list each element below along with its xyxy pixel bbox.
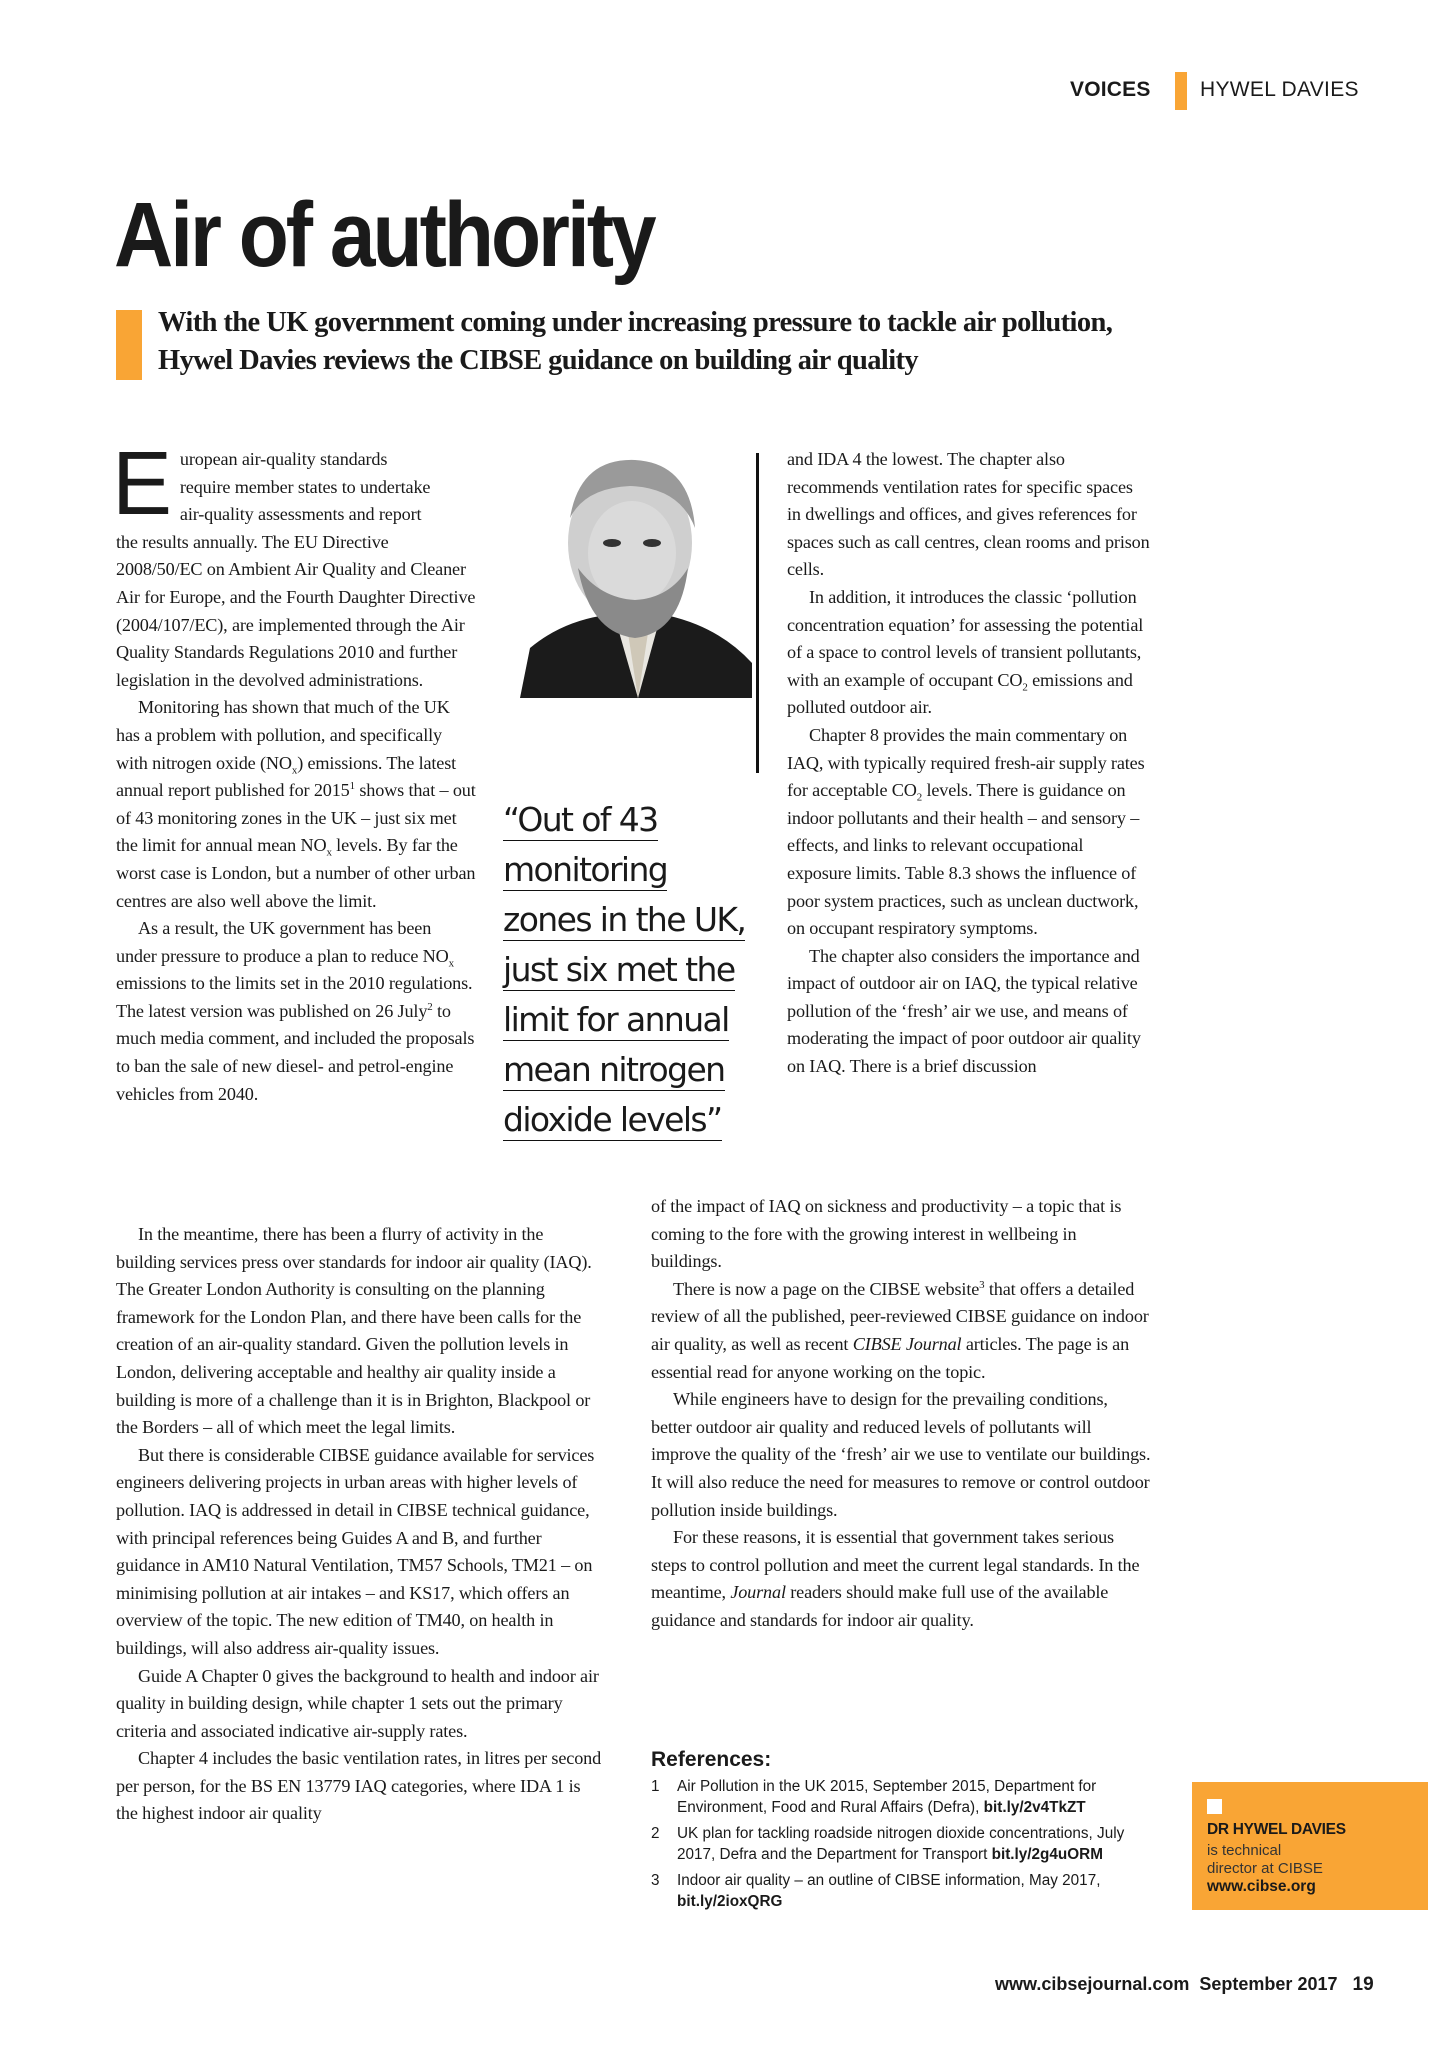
pull-quote-line: limit for annual [503,1000,729,1039]
intro-line: require member states to undertake [179,476,431,497]
footnote-ref-2: 2 [427,1000,433,1013]
subscript: x [448,957,454,970]
footer-website[interactable]: www.cibsejournal.com [995,1974,1190,1994]
page-footer [995,1974,1374,1996]
header-divider-bar [1175,72,1187,110]
standfirst-accent-bar [116,310,142,380]
subscript: x [326,846,332,859]
paragraph-guide-a: Guide A Chapter 0 gives the background to health and indoor air quality in building design, while chapter 1 sets out the primary criteria and associated indicative air-supply rates. [116,1665,599,1741]
standfirst-author: Hywel Davies [158,345,317,376]
intro-rest: the results annually. The EU Directive 2008/50/EC on Ambient Air Quality and Cleaner Air for Europe, and the Fourth Daughter Directive (2004/107/EC), are implemented through the Air Quality Standards Regulations 2010 and further legislation in the devolved administrations. [116,531,476,690]
paragraph-chapter-8 [787,722,1151,943]
text: For these reasons, it is essential that government takes serious steps to control pollution and meet the current legal standards. In the meantime, [651,1527,1140,1603]
pull-quote-line: mean nitrogen [503,1050,725,1089]
intro-line: air-quality assessments and report [179,504,422,525]
paragraph-intro [112,434,476,694]
text: emissions to the limits set in the 2010 regulations. The latest version was published on 26 July [116,973,473,1021]
text: to much media comment, and included the proposals to ban the sale of new diesel- and petrol- [116,1000,475,1077]
footnote-ref-3: 3 [979,1278,985,1291]
article-title: Air of authority [114,184,654,287]
reference-link[interactable]: bit.ly/2g4uORM [991,1846,1103,1863]
subscript: x [291,764,298,777]
paragraph-outdoor-air: The chapter also considers the importance and impact of outdoor air on IAQ, the typical relative pollution of the ‘fresh’ air we use, and means of moderating the impact of poor outdoor air quality on IAQ. There is a brief discussion [787,945,1141,1077]
text: articles. The page is an essential read for anyone working on the topic. [651,1333,1130,1382]
column-divider-rule [756,453,759,773]
paragraph-sickness: of the impact of IAQ on sickness and productivity – a topic that is coming to the fore with the growing interest in wellbeing in buildings. [651,1196,1122,1272]
standfirst-text: With the UK government coming under increasing pressure to tackle air pollution, [158,307,1113,338]
reference-number: 1 [651,1778,660,1795]
page-number: 19 [1352,1974,1374,1995]
text: shows that – out of 43 monitoring zones in the UK – just six met the limit for annual mean NO [116,780,476,856]
text: emissions and polluted outdoor air. [787,669,1133,718]
reference-item [651,1870,1151,1912]
paragraph-engineers: While engineers have to design for the prevailing conditions, better outdoor air quality and reduced levels of pollutants will improve the quality of the ‘fresh’ air we use to ventilate our buildings. It will also reduce the need for measures to remove or control outdoor pollution inside buildings. [651,1389,1151,1520]
footnote-ref-1: 1 [349,780,355,793]
text: engine vehicles from 2040. [116,1056,454,1104]
reference-number: 3 [651,1872,660,1889]
text: In addition, it introduces the classic ‘pollution concentration equation’ for assessing the potential of a space to control levels of transient pollutants, with an example of occupant CO [787,586,1144,690]
paragraph-meantime: In the meantime, there has been a flurry of activity in the building services press over standards for indoor air quality (IAQ). The Greater London Authority is consulting on the planning framework for the London Plan, and there have been calls for the creation of an air-quality standard. Given the pollution levels in London, delivering acceptable and healthy air quality inside a building is more of a challenge than it is in Brighton, Blackpool or the Borders – all of which meet the legal limits. [116,1224,592,1438]
publication-name: Journal [730,1582,786,1603]
reference-item [651,1823,1151,1865]
text: Monitoring has shown that much of the UK has a problem with pollution, and specifically with nitrogen oxide (NO [116,697,450,773]
standfirst-text-end: reviews the CIBSE guidance on building air quality [316,345,919,376]
paragraph-guidance: But there is considerable CIBSE guidance available for services engineers delivering projects in urban areas with higher levels of pollution. IAQ is addressed in detail in CIBSE technical guidance, with principal references being Guides A and B, and further guidance in AM10 Natural Ventilation, TM57 Schools, TM21 – on minimising pollution at air intakes – and KS17, which offers an overview of the topic. The new edition of TM40, on health in buildings, will also address air-quality issues. [116,1444,595,1658]
paragraph-pollution-equation [787,584,1151,722]
bio-line: director at CIBSE [1207,1860,1323,1877]
standfirst [158,304,1158,380]
body-column-2 [787,446,1151,1081]
pull-quote-line: “Out of 43 [503,800,658,839]
publication-name: CIBSE Journal [852,1333,962,1354]
pull-quote-line: just six met the [503,950,735,989]
reference-link[interactable]: bit.ly/2v4TkZT [983,1799,1086,1816]
references-heading: References: [651,1748,772,1771]
text: ) emissions. The latest annual report published for 2015 [116,752,457,801]
paragraph-website [651,1276,1151,1386]
pull-quote-line: monitoring [503,850,668,889]
reference-number: 2 [651,1825,660,1842]
portrait-image [520,448,752,698]
paragraph-ida4: and IDA 4 the lowest. The chapter also recommends ventilation rates for specific spaces in dwellings and offices, and gives references for spaces such as call centres, clean rooms and prison cells. [787,449,1150,580]
body-column-1-lower [116,1221,606,1828]
bio-website-link[interactable]: www.cibse.org [1207,1878,1316,1895]
footer-issue-date: September 2017 [1199,1974,1338,1994]
body-column-2-lower [651,1193,1151,1635]
text: Chapter 8 provides the main commentary on IAQ, with typically required fresh-air supply rates for acceptable CO [787,724,1145,801]
paragraph-government [116,915,476,1108]
reference-text: Air Pollution in the UK 2015, September 2015, Department for Environment, Food and Rural Affairs (Defra), [677,1778,1097,1816]
reference-text: Indoor air quality – an outline of CIBSE information, May 2017, [677,1872,1101,1889]
subscript: 2 [1022,681,1028,694]
bio-name: DR HYWEL DAVIES [1207,1821,1346,1838]
references-list [651,1776,1151,1917]
header-author: HYWEL DAVIES [1200,78,1359,101]
text: There is now a page on the CIBSE website [673,1278,980,1299]
text: readers should make full use of the available guidance and standards for indoor air quality. [651,1582,1109,1630]
author-bio-box [1192,1782,1428,1910]
bio-square-icon [1207,1799,1222,1814]
bio-line: is technical [1207,1842,1282,1859]
reference-text: UK plan for tackling roadside nitrogen dioxide concentrations, July 2017, Defra and the Department for Transport [677,1825,1125,1863]
pull-quote-line: zones in the UK, [503,900,746,939]
bio-description [1207,1842,1323,1878]
pull-quote-line: dioxide levels” [503,1100,722,1139]
reference-link[interactable]: bit.ly/2ioxQRG [677,1893,783,1910]
subscript: 2 [916,791,923,804]
pull-quote [503,800,763,1150]
paragraph-conclusion [651,1524,1151,1634]
intro-line: uropean air-quality standards [179,449,388,469]
text: levels. By far the worst case is London, but a number of other urban centres are also well above the limit. [116,835,476,911]
paragraph-chapter-4: Chapter 4 includes the basic ventilation rates, in litres per second per person, for the BS EN 13779 IAQ categories, where IDA 1 is the highest indoor air quality [116,1748,602,1824]
section-label: VOICES [1070,78,1151,101]
paragraph-monitoring [116,694,476,915]
text: that offers a detailed review of all the published, peer-reviewed CIBSE guidance on indoor air quality, as well as recent [651,1278,1149,1354]
reference-item [651,1776,1151,1818]
author-photo [520,448,752,698]
text: As a result, the UK government has been under pressure to produce a plan to reduce NO [116,918,449,966]
drop-cap: E [112,434,172,534]
text: levels. There is guidance on indoor pollutants and their health – and sensory – effects, and links to relevant occupational exposure limits. Table 8.3 shows the influence of poor system practices, such as unclean ductwork, on occupant respiratory symptoms. [787,780,1140,939]
